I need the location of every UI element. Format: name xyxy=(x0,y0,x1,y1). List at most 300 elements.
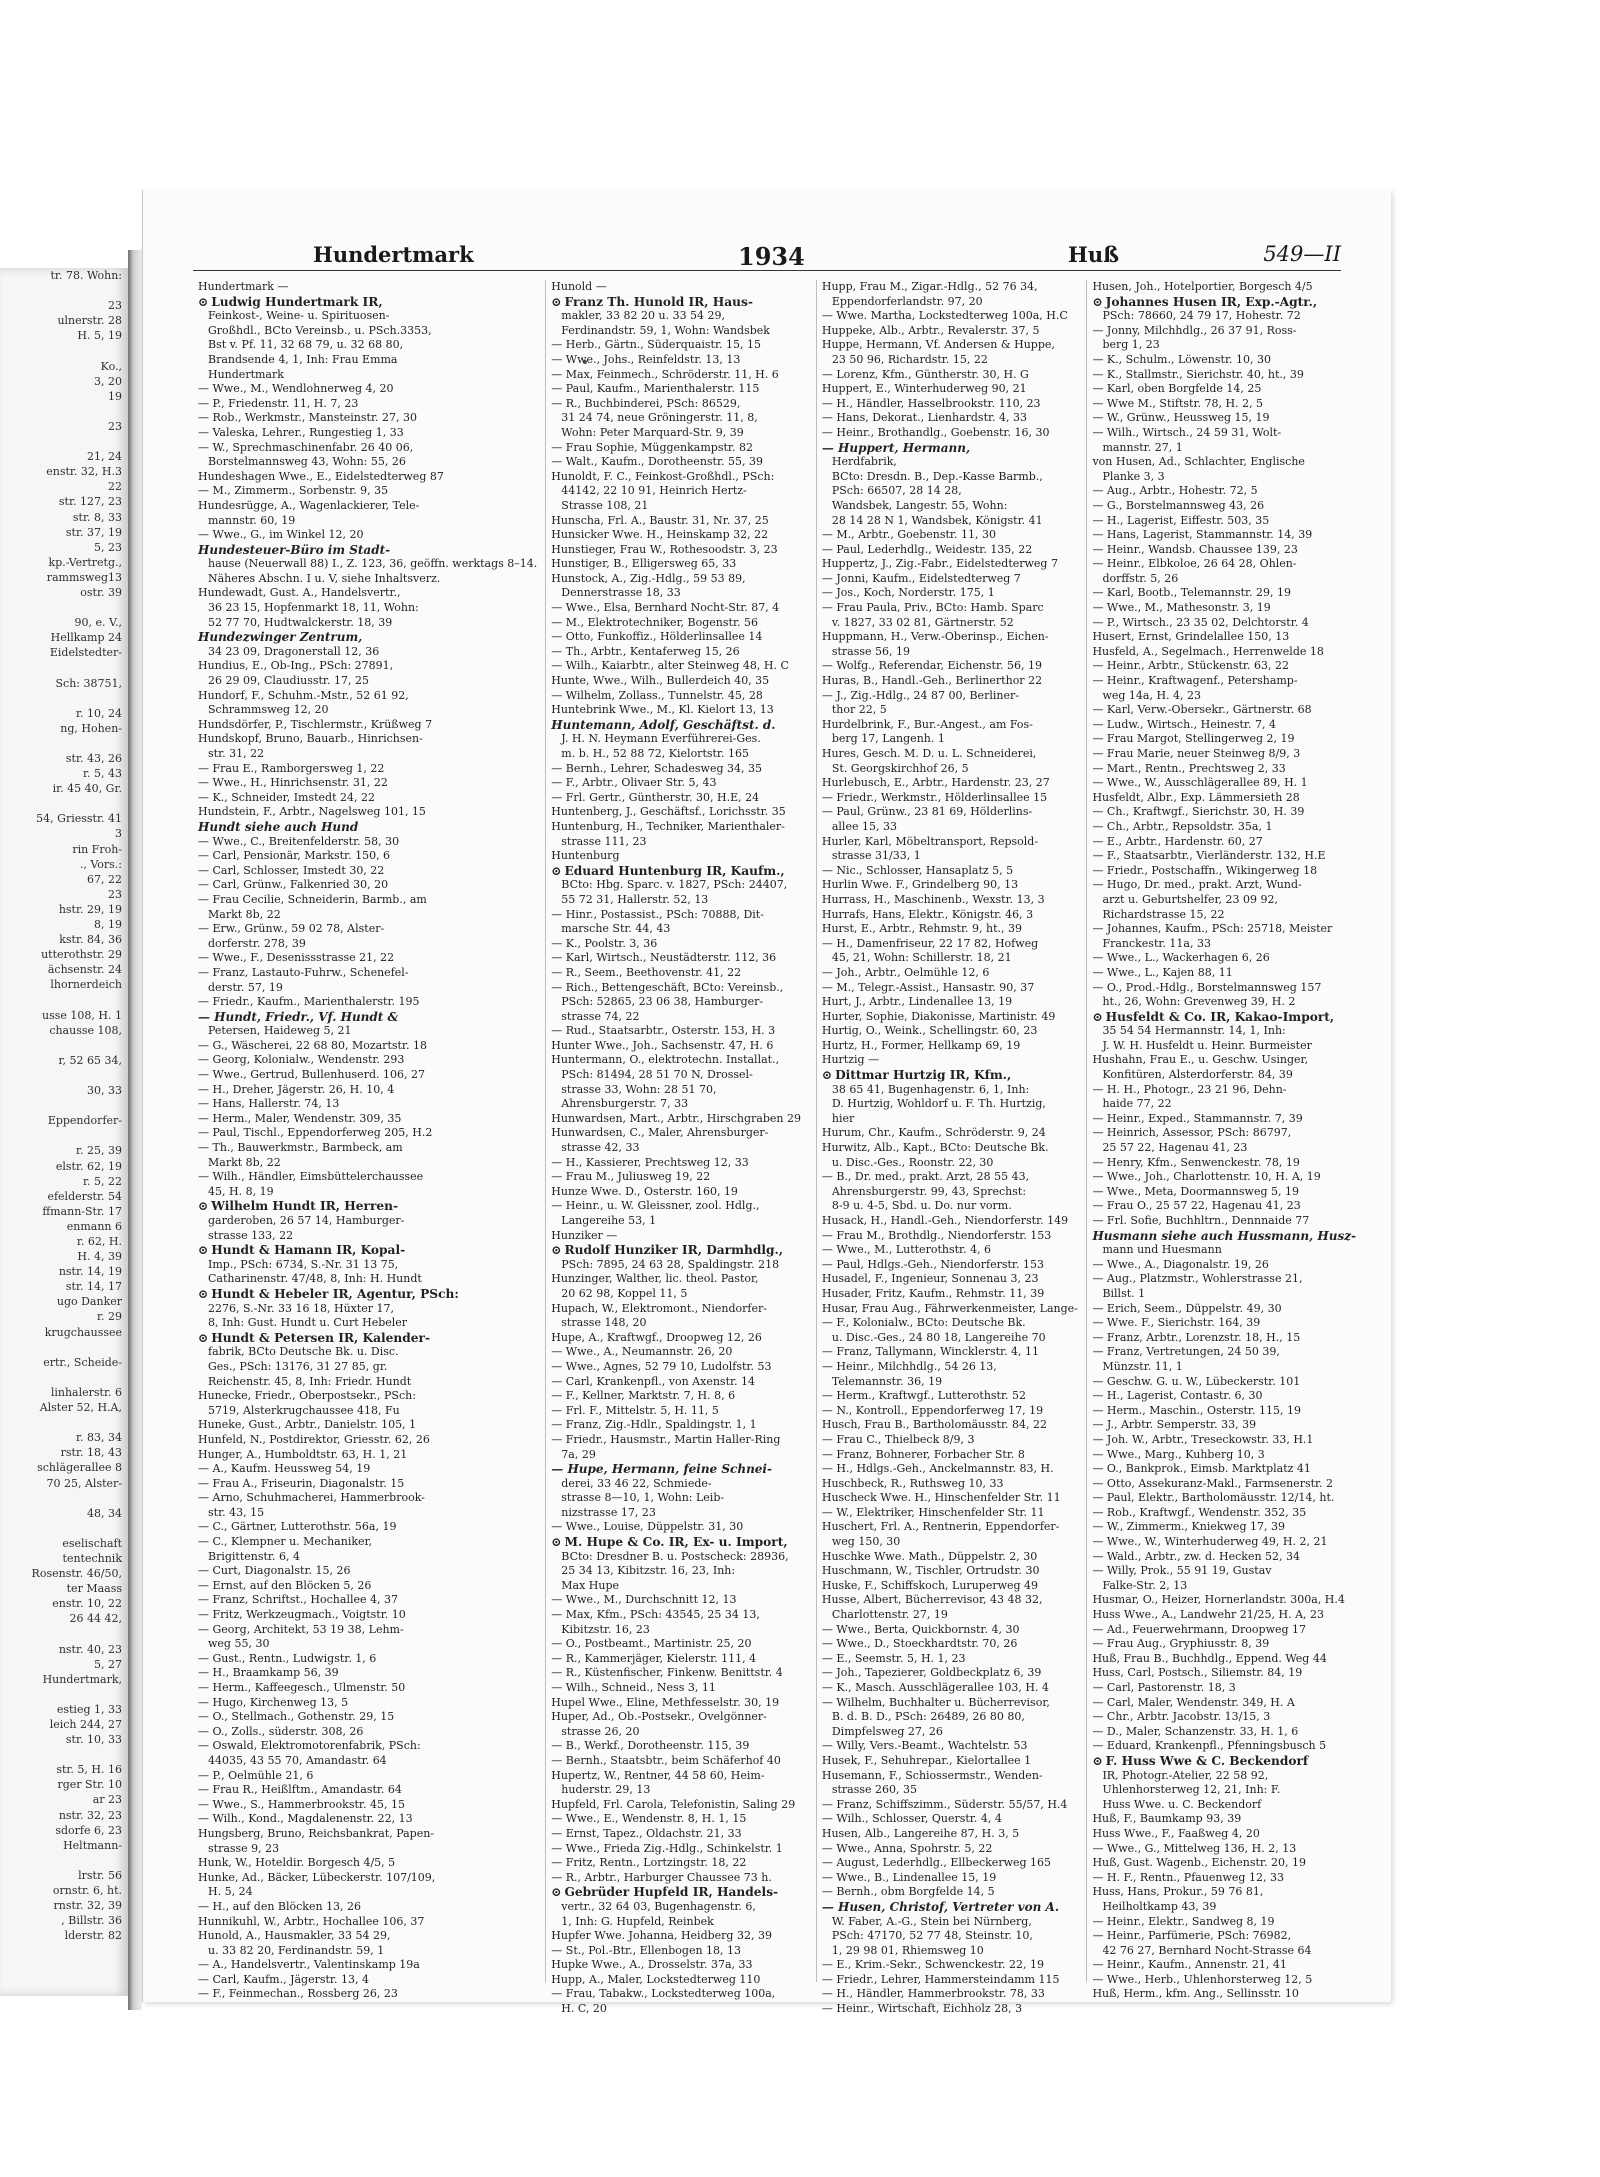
directory-entry xyxy=(1092,864,1356,879)
fragment-line: krugchaussee xyxy=(44,1325,122,1339)
entry-text: Max Hupe xyxy=(561,1578,620,1592)
entry-text: — Karl, oben Borgfelde 14, 25 xyxy=(1092,382,1262,396)
fragment-line: lhornerdeich xyxy=(50,978,122,992)
entry-text: 5719, Alsterkrugchaussee 418, Fu xyxy=(208,1403,400,1417)
entry-text: Huss Wwe. u. C. Beckendorf xyxy=(1102,1797,1262,1811)
fragment-line xyxy=(0,1687,128,1702)
registered-firm-icon: ⊙ xyxy=(198,1330,209,1345)
directory-entry xyxy=(822,1550,1079,1565)
directory-entry xyxy=(822,528,1079,543)
entry-text: berg 1, 23 xyxy=(1102,338,1160,352)
entry-text: 31 24 74, neue Gröningerstr. 11, 8, xyxy=(561,411,758,425)
directory-entry xyxy=(198,1754,537,1769)
directory-entry xyxy=(1092,966,1356,981)
entry-text: Huneke, Gust., Arbtr., Danielstr. 105, 1 xyxy=(198,1418,417,1432)
entry-text: J. W. H. Husfeldt u. Heinr. Burmeister xyxy=(1102,1038,1312,1052)
directory-entry xyxy=(822,762,1079,777)
entry-text: — H., Lagerist, Eiffestr. 503, 35 xyxy=(1092,513,1270,527)
entry-text: Huschbeck, R., Ruthsweg 10, 33 xyxy=(821,1476,1004,1490)
directory-entry xyxy=(822,1039,1079,1054)
directory-entry xyxy=(198,1915,537,1930)
entry-text: — F., Staatsarbtr., Vierländerstr. 132, H.E xyxy=(1092,849,1326,863)
directory-entry xyxy=(822,1185,1079,1200)
entry-text: — B., Werkf., Dorotheenstr. 115, 39 xyxy=(551,1739,750,1753)
fragment-line: linhalerstr. 6 xyxy=(50,1385,122,1399)
fragment-line: rammsweg13 xyxy=(46,570,122,584)
fragment-line: usse 108, H. 1 xyxy=(42,1008,122,1022)
fragment-line: elstr. 62, 19 xyxy=(55,1159,122,1173)
directory-entry xyxy=(198,382,537,397)
fragment-line xyxy=(0,796,128,811)
entry-text: Hundskopf, Bruno, Bauarb., Hinrichsen- xyxy=(198,732,423,746)
entry-text: — Frau Aug., Gryphiusstr. 8, 39 xyxy=(1092,1637,1270,1651)
entry-text: — O., Zolls., süderstr. 308, 26 xyxy=(198,1724,364,1738)
entry-text: — Ernst, auf den Blöcken 5, 26 xyxy=(198,1578,372,1592)
entry-text: Hurdelbrink, F., Bur.-Angest., am Fos- xyxy=(821,717,1033,731)
directory-entry xyxy=(822,1666,1079,1681)
entry-text: — P., Oelmühle 21, 6 xyxy=(198,1768,314,1782)
directory-entry xyxy=(822,309,1079,324)
directory-entry xyxy=(551,966,808,981)
directory-entry xyxy=(1092,747,1356,762)
fragment-line: utterothstr. 29 xyxy=(41,948,122,962)
entry-text: — Heinr., Exped., Stammannstr. 7, 39 xyxy=(1092,1111,1303,1125)
fragment-line: Eppendorfer- xyxy=(47,1114,122,1128)
entry-text: Hupp, A., Maler, Lockstedterweg 110 xyxy=(551,1972,761,1986)
directory-entry xyxy=(198,732,537,747)
entry-text: — Herm., Maschin., Osterstr. 115, 19 xyxy=(1092,1403,1301,1417)
fragment-line xyxy=(0,1747,128,1762)
entry-text: Huss Wwe., F., Faaßweg 4, 20 xyxy=(1092,1826,1260,1840)
entry-text: — M., Arbtr., Goebenstr. 11, 30 xyxy=(821,528,996,542)
fragment-line xyxy=(0,283,128,298)
entry-text: Ahrensburgerstr. 99, 43, Sprechst: xyxy=(831,1184,1027,1198)
directory-entry xyxy=(1092,1316,1356,1331)
directory-entry xyxy=(198,689,537,704)
entry-text: — Wilh., Kond., Magdalenenstr. 22, 13 xyxy=(198,1812,413,1826)
entry-text: — Wwe., A., Diagonalstr. 19, 26 xyxy=(1092,1257,1269,1271)
fragment-line: 70 25, Alster- xyxy=(46,1476,122,1490)
directory-entry xyxy=(551,368,808,383)
entry-text: — Wwe., S., Hammerbrookstr. 45, 15 xyxy=(198,1797,405,1811)
entry-text: — Herm., Kraftwgf., Lutterothstr. 52 xyxy=(821,1389,1027,1403)
directory-entry xyxy=(822,1535,1079,1550)
directory-entry xyxy=(198,1652,537,1667)
directory-entry xyxy=(822,1564,1079,1579)
entry-text: Brigittenstr. 6, 4 xyxy=(208,1549,300,1563)
entry-text: — Hans, Dekorat., Lienhardstr. 4, 33 xyxy=(821,411,1028,425)
entry-text: Hunsicker Wwe. H., Heinskamp 32, 22 xyxy=(551,528,769,542)
directory-entry xyxy=(1092,762,1356,777)
directory-entry xyxy=(198,776,537,791)
directory-entry xyxy=(198,966,537,981)
directory-entry xyxy=(822,1623,1079,1638)
directory-entry xyxy=(1092,1856,1356,1871)
directory-entry xyxy=(822,1375,1079,1390)
directory-entry xyxy=(198,470,537,485)
directory-entry xyxy=(551,1944,808,1959)
directory-entry xyxy=(822,382,1079,397)
entry-text: — Wwe., A., Neumannstr. 26, 20 xyxy=(551,1345,733,1359)
entry-text: allee 15, 33 xyxy=(831,819,897,833)
directory-entry xyxy=(822,1243,1079,1258)
entry-text: Hunoldt, F. C., Feinkost-Großhdl., PSch: xyxy=(551,469,775,483)
directory-entry xyxy=(198,1783,537,1798)
fragment-line: str. 10, 33 xyxy=(65,1733,122,1747)
entry-text: Hundeshagen Wwe., E., Eidelstedterweg 87 xyxy=(198,469,444,483)
directory-entry xyxy=(551,1243,808,1258)
entry-text: — Bernh., Staatsbtr., beim Schäferhof 40 xyxy=(551,1753,781,1767)
directory-entry xyxy=(198,1214,537,1229)
directory-entry xyxy=(198,572,537,587)
directory-entry xyxy=(551,514,808,529)
directory-entry xyxy=(1092,645,1356,660)
directory-entry xyxy=(822,1112,1079,1127)
entry-text: — Heinr., Parfümerie, PSch: 76982, xyxy=(1092,1929,1292,1943)
directory-entry xyxy=(198,951,537,966)
fragment-line: chausse 108, xyxy=(49,1023,122,1037)
entry-text: — Wwe., E., Wendenstr. 8, H. 1, 15 xyxy=(551,1812,747,1826)
fragment-line: ., Vors.: xyxy=(79,857,122,871)
entry-text: Husch, Frau B., Bartholomäusstr. 84, 22 xyxy=(821,1418,1048,1432)
fragment-line: str. 43, 26 xyxy=(65,752,122,765)
directory-entry xyxy=(822,1958,1079,1973)
directory-entry xyxy=(822,908,1079,923)
entry-text: — Wilh., Schneid., Ness 3, 11 xyxy=(551,1681,716,1694)
entry-text: Hupel Wwe., Eline, Methfesselstr. 30, 19 xyxy=(551,1695,780,1709)
directory-entry xyxy=(822,338,1079,353)
directory-entry xyxy=(198,1827,537,1842)
header-last-name: Huß xyxy=(1068,242,1120,267)
entry-text: — Huppert, Hermann, xyxy=(821,440,971,455)
entry-text: strasse 33, Wohn: 28 51 70, xyxy=(561,1082,717,1096)
entry-text: — Wilhelm, Zollass., Tunnelstr. 45, 28 xyxy=(551,688,763,702)
directory-entry xyxy=(551,455,808,470)
entry-text: Hundt & Hebeler IR, Agentur, PSch: xyxy=(211,1286,459,1301)
entry-text: — F., Kolonialw., BCto: Deutsche Bk. xyxy=(821,1316,1026,1330)
entry-text: Wilhelm Hundt IR, Herren- xyxy=(211,1199,399,1214)
entry-text: Dennerstrasse 18, 33 xyxy=(561,586,681,600)
fragment-line: r, 52 65 34, xyxy=(58,1053,122,1067)
fragment-line: ostr. 39 xyxy=(80,585,122,599)
directory-entry xyxy=(1092,1725,1356,1740)
entry-text: — Franz, Arbtr., Lorenzstr. 18, H., 15 xyxy=(1092,1330,1301,1344)
entry-text: Münzstr. 11, 1 xyxy=(1102,1359,1183,1373)
entry-text: — August, Lederhdlg., Ellbeckerweg 165 xyxy=(821,1856,1052,1870)
entry-text: 38 65 41, Bugenhagenstr. 6, 1, Inh: xyxy=(831,1082,1030,1096)
registered-firm-icon: ⊙ xyxy=(551,1885,562,1900)
fragment-line: eselischaft xyxy=(62,1536,122,1550)
directory-entry xyxy=(822,1126,1079,1141)
directory-entry xyxy=(198,1885,537,1900)
directory-entry xyxy=(198,338,537,353)
entry-text: v. 1827, 33 02 81, Gärtnerstr. 52 xyxy=(831,615,1014,629)
fragment-line: Alster 52, H.A, xyxy=(39,1401,122,1415)
entry-text: — Wwe. Martha, Lockstedterweg 100a, H.C xyxy=(821,309,1068,323)
entry-text: — Ch., Arbtr., Repsoldstr. 35a, 1 xyxy=(1092,819,1273,833)
fragment-line: estieg 1, 33 xyxy=(56,1702,122,1716)
registered-firm-icon: ⊙ xyxy=(1092,1753,1103,1768)
entry-text: Huntermann, O., elektrotechn. Installat., xyxy=(551,1053,780,1067)
directory-entry xyxy=(198,674,537,689)
entry-text: — Carl, Krankenpfl., von Axenstr. 14 xyxy=(551,1374,756,1388)
entry-text: — Paul, Kaufm., Marienthalerstr. 115 xyxy=(551,382,760,396)
entry-text: 20 62 98, Koppel 11, 5 xyxy=(561,1286,688,1300)
entry-text: — Wwe., M., Wendlohnerweg 4, 20 xyxy=(198,382,394,396)
directory-entry xyxy=(198,1958,537,1973)
fragment-line xyxy=(0,660,128,675)
directory-entry xyxy=(551,1885,808,1900)
entry-text: Huper, Ad., Ob.-Postsekr., Ovelgönner- xyxy=(551,1710,767,1724)
entry-text: — Hinr., Postassist., PSch: 70888, Dit- xyxy=(551,907,764,921)
directory-entry xyxy=(198,849,537,864)
directory-entry xyxy=(822,1579,1079,1594)
directory-entry xyxy=(1092,937,1356,952)
entry-text: — Wwe., Anna, Spohrstr. 5, 22 xyxy=(821,1841,993,1855)
directory-entry xyxy=(551,747,808,762)
entry-text: — F., Kellner, Marktstr. 7, H. 8, 6 xyxy=(551,1389,736,1403)
column-1 xyxy=(198,280,538,2001)
entry-text: — C., Klempner u. Mechaniker, xyxy=(198,1535,373,1549)
directory-entry xyxy=(1092,1185,1356,1200)
directory-entry xyxy=(198,1258,537,1273)
entry-text: Huss Wwe., A., Landwehr 21/25, H. A, 23 xyxy=(1092,1608,1325,1622)
fragment-line: 22 xyxy=(108,480,122,494)
directory-entry xyxy=(1092,1710,1356,1725)
entry-text: — Herm., Maler, Wendenstr. 309, 35 xyxy=(198,1111,402,1125)
entry-text: — Carl, Kaufm., Jägerstr. 13, 4 xyxy=(198,1972,369,1986)
entry-text: mannstr. 60, 19 xyxy=(208,513,296,527)
entry-text: Huntenburg xyxy=(551,849,620,863)
entry-text: — Carl, Maler, Wendenstr. 349, H. A xyxy=(1092,1695,1295,1709)
entry-text: — Wwe., Elsa, Bernhard Nocht-Str. 87, 4 xyxy=(551,601,780,615)
directory-entry xyxy=(1092,1915,1356,1930)
fragment-line: 23 xyxy=(108,299,122,313)
entry-text: — M., Telegr.-Assist., Hansastr. 90, 37 xyxy=(821,980,1035,994)
directory-entry xyxy=(198,1477,537,1492)
entry-text: — Joh., Arbtr., Oelmühle 12, 6 xyxy=(821,965,990,979)
directory-entry xyxy=(1092,1900,1356,1915)
directory-entry xyxy=(551,1389,808,1404)
fragment-line: r. 5, 43 xyxy=(82,767,122,781)
entry-text: — Wwe., Gertrud, Bullenhuserd. 106, 27 xyxy=(198,1068,425,1082)
entry-text: marsche Str. 44, 43 xyxy=(561,922,671,936)
directory-entry xyxy=(822,543,1079,558)
entry-text: — Aug., Platzmstr., Wohlerstrasse 21, xyxy=(1092,1272,1303,1286)
directory-entry xyxy=(1092,922,1356,937)
entry-text: ht., 26, Wohn: Grevenweg 39, H. 2 xyxy=(1102,995,1296,1009)
directory-entry xyxy=(1092,1126,1356,1141)
directory-entry xyxy=(1092,1010,1356,1025)
directory-entry xyxy=(198,805,537,820)
entry-text: — Franz, Schiffszimm., Süderstr. 55/57, H.4 xyxy=(821,1797,1068,1811)
directory-entry xyxy=(551,586,808,601)
directory-entry xyxy=(822,1681,1079,1696)
entry-text: hause (Neuerwall 88) I., Z. 123, 36, geöffn. werktags 8–14. xyxy=(208,557,538,571)
directory-entry xyxy=(198,1331,537,1346)
directory-entry xyxy=(551,630,808,645)
entry-text: — Mart., Rentn., Prechtsweg 2, 33 xyxy=(1092,761,1286,775)
directory-entry xyxy=(1092,1199,1356,1214)
directory-entry xyxy=(1092,1039,1356,1054)
entry-text: — Wwe., Johs., Reinfeldstr. 13, 13 xyxy=(551,352,741,366)
entry-text: — Lorenz, Kfm., Güntherstr. 30, H. G xyxy=(821,367,1029,381)
entry-text: Hupe, A., Kraftwgf., Droopweg 12, 26 xyxy=(551,1330,762,1344)
entry-text: 8-9 u. 4-5, Sbd. u. Do. nur vorm. xyxy=(831,1199,1012,1213)
directory-entry xyxy=(1092,689,1356,704)
entry-text: — K., Poolstr. 3, 36 xyxy=(551,936,658,950)
entry-text: — E., Krim.-Sekr., Schwenckestr. 22, 19 xyxy=(821,1958,1044,1972)
directory-entry xyxy=(1092,1696,1356,1711)
directory-entry xyxy=(1092,1214,1356,1229)
registered-firm-icon: ⊙ xyxy=(198,1286,209,1301)
directory-entry xyxy=(551,1506,808,1521)
entry-text: — Karl, Verw.-Obersekr., Gärtnerstr. 68 xyxy=(1092,703,1312,717)
entry-text: Langereihe 53, 1 xyxy=(561,1214,657,1227)
directory-entry xyxy=(551,1973,808,1988)
entry-text: — Wwe., Joh., Charlottenstr. 10, H. A, 19 xyxy=(1092,1170,1321,1184)
entry-text: — H. F., Rentn., Pfauenweg 12, 33 xyxy=(1092,1870,1284,1884)
directory-entry xyxy=(1092,1331,1356,1346)
directory-entry xyxy=(1092,411,1356,426)
directory-entry xyxy=(1092,1608,1356,1623)
directory-entry xyxy=(1092,908,1356,923)
directory-entry xyxy=(1092,1798,1356,1813)
entry-text: 26 29 09, Claudiusstr. 17, 25 xyxy=(208,674,369,688)
directory-entry xyxy=(1092,1156,1356,1171)
directory-entry xyxy=(551,1272,808,1287)
entry-text: Hurum, Chr., Kaufm., Schröderstr. 9, 24 xyxy=(821,1126,1046,1140)
directory-entry xyxy=(1092,514,1356,529)
directory-entry xyxy=(822,1798,1079,1813)
entry-text: — Wwe., L., Kajen 88, 11 xyxy=(1092,965,1233,979)
directory-entry xyxy=(822,455,1079,470)
entry-text: makler, 33 82 20 u. 33 54 29, xyxy=(561,309,726,323)
entry-text: garderoben, 26 57 14, Hamburger- xyxy=(208,1214,405,1227)
entry-text: Husen, Joh., Hotelportier, Borgesch 4/5 xyxy=(1092,280,1313,293)
directory-entry xyxy=(198,1769,537,1784)
entry-text: strasse 42, 33 xyxy=(561,1141,640,1155)
fragment-line: str. 14, 17 xyxy=(65,1280,122,1294)
directory-entry xyxy=(198,1404,537,1419)
entry-text: — Fritz, Rentn., Lortzingstr. 18, 22 xyxy=(551,1856,747,1870)
directory-entry xyxy=(198,718,537,733)
directory-entry xyxy=(1092,981,1356,996)
directory-entry xyxy=(1092,1112,1356,1127)
entry-text: Hunstieger, Frau W., Rothesoodstr. 3, 23 xyxy=(551,542,778,556)
fragment-line: Hellkamp 24 xyxy=(50,631,122,645)
entry-text: weg 150, 30 xyxy=(831,1535,901,1549)
entry-text: Richardstrasse 15, 22 xyxy=(1102,907,1225,921)
directory-entry xyxy=(198,1141,537,1156)
directory-entry xyxy=(198,499,537,514)
entry-text: BCto: Dresdner B. u. Postscheck: 28936, xyxy=(561,1549,789,1563)
directory-entry xyxy=(198,1579,537,1594)
directory-entry xyxy=(198,1243,537,1258)
directory-entry xyxy=(551,1710,808,1725)
entry-text: — Franz, Schriftst., Hochallee 4, 37 xyxy=(198,1593,398,1607)
directory-entry xyxy=(198,1287,537,1302)
entry-text: Wandsbek, Langestr. 55, Wohn: xyxy=(831,498,1008,512)
entry-text: — F., Feinmechan., Rossberg 26, 23 xyxy=(198,1987,398,2001)
directory-entry xyxy=(551,1856,808,1871)
entry-text: — G., Borstelmannsweg 43, 26 xyxy=(1092,498,1265,512)
directory-entry xyxy=(1092,1739,1356,1754)
directory-columns xyxy=(198,280,1357,2016)
directory-entry xyxy=(1092,382,1356,397)
entry-text: W. Faber, A.-G., Stein bei Nürnberg, xyxy=(831,1914,1032,1928)
fragment-line: sdorfe 6, 23 xyxy=(55,1823,122,1837)
directory-entry xyxy=(822,732,1079,747)
entry-text: dorferstr. 278, 39 xyxy=(208,936,306,950)
directory-entry xyxy=(1092,1973,1356,1988)
directory-entry xyxy=(551,864,808,879)
entry-text: — J., Arbtr. Semperstr. 33, 39 xyxy=(1092,1418,1257,1432)
directory-entry xyxy=(198,820,537,835)
directory-entry xyxy=(551,295,808,310)
fragment-line xyxy=(0,1491,128,1506)
directory-entry xyxy=(551,470,808,485)
fragment-line: kp.-Vertretg., xyxy=(48,555,122,569)
entry-text: J. H. N. Heymann Everführerei-Ges. xyxy=(561,732,761,746)
entry-text: Huß, F., Baumkamp 93, 39 xyxy=(1092,1812,1242,1826)
entry-text: huderstr. 29, 13 xyxy=(561,1783,651,1797)
entry-text: Falke-Str. 2, 13 xyxy=(1102,1578,1188,1592)
directory-entry xyxy=(198,659,537,674)
directory-entry xyxy=(551,981,808,996)
entry-text: — H., Hdlgs.-Geh., Anckelmannstr. 83, H. xyxy=(821,1462,1054,1476)
fragment-line: r. 10, 24 xyxy=(75,706,122,720)
entry-text: — Eduard, Krankenpfl., Pfenningsbusch 5 xyxy=(1092,1739,1327,1753)
entry-text: — Wwe., C., Breitenfelderstr. 58, 30 xyxy=(198,834,400,848)
directory-entry xyxy=(198,1666,537,1681)
running-header xyxy=(193,242,1341,271)
entry-text: derstr. 57, 19 xyxy=(208,980,283,994)
directory-entry xyxy=(822,426,1079,441)
entry-text: Hunnikuhl, W., Arbtr., Hochallee 106, 37 xyxy=(198,1914,425,1928)
directory-entry xyxy=(822,981,1079,996)
directory-entry xyxy=(551,1579,808,1594)
entry-text: — Gust., Rentn., Ludwigstr. 1, 6 xyxy=(198,1651,377,1665)
fragment-line xyxy=(0,404,128,419)
directory-entry xyxy=(198,1637,537,1652)
directory-entry xyxy=(198,1520,537,1535)
directory-entry xyxy=(198,630,537,645)
fragment-line: tentechnik xyxy=(62,1551,122,1565)
entry-text: — Frau O., 25 57 22, Hagenau 41, 23 xyxy=(1092,1199,1301,1213)
directory-entry xyxy=(198,397,537,412)
directory-entry xyxy=(822,1083,1079,1098)
directory-entry xyxy=(198,1871,537,1886)
entry-text: — N., Kontroll., Eppendorferweg 17, 19 xyxy=(821,1403,1044,1417)
fragment-line: r. 29 xyxy=(96,1310,122,1324)
entry-text: — Arno, Schuhmacherei, Hammerbrook- xyxy=(198,1491,425,1505)
directory-entry xyxy=(1092,1623,1356,1638)
entry-text: Feinkost-, Weine- u. Spirituosen- xyxy=(208,309,390,323)
entry-text: Hurst, E., Arbtr., Rehmstr. 9, ht., 39 xyxy=(821,922,1022,936)
entry-text: Hunstock, A., Zig.-Hdlg., 59 53 89, xyxy=(551,571,746,585)
entry-text: — W., Elektriker, Hinschenfelder Str. 11 xyxy=(821,1505,1045,1519)
directory-entry xyxy=(551,1725,808,1740)
directory-entry xyxy=(1092,1550,1356,1565)
directory-entry xyxy=(1092,1827,1356,1842)
entry-text: — Wilh., Händler, Eimsbüttelerchaussee xyxy=(198,1170,424,1184)
registered-firm-icon: ⊙ xyxy=(198,1243,209,1258)
column-2 xyxy=(545,280,808,2016)
entry-text: — St., Pol.-Btr., Ellenbogen 18, 13 xyxy=(551,1943,742,1957)
directory-entry xyxy=(1092,484,1356,499)
entry-text: Hundezwinger Zentrum, xyxy=(198,630,363,645)
